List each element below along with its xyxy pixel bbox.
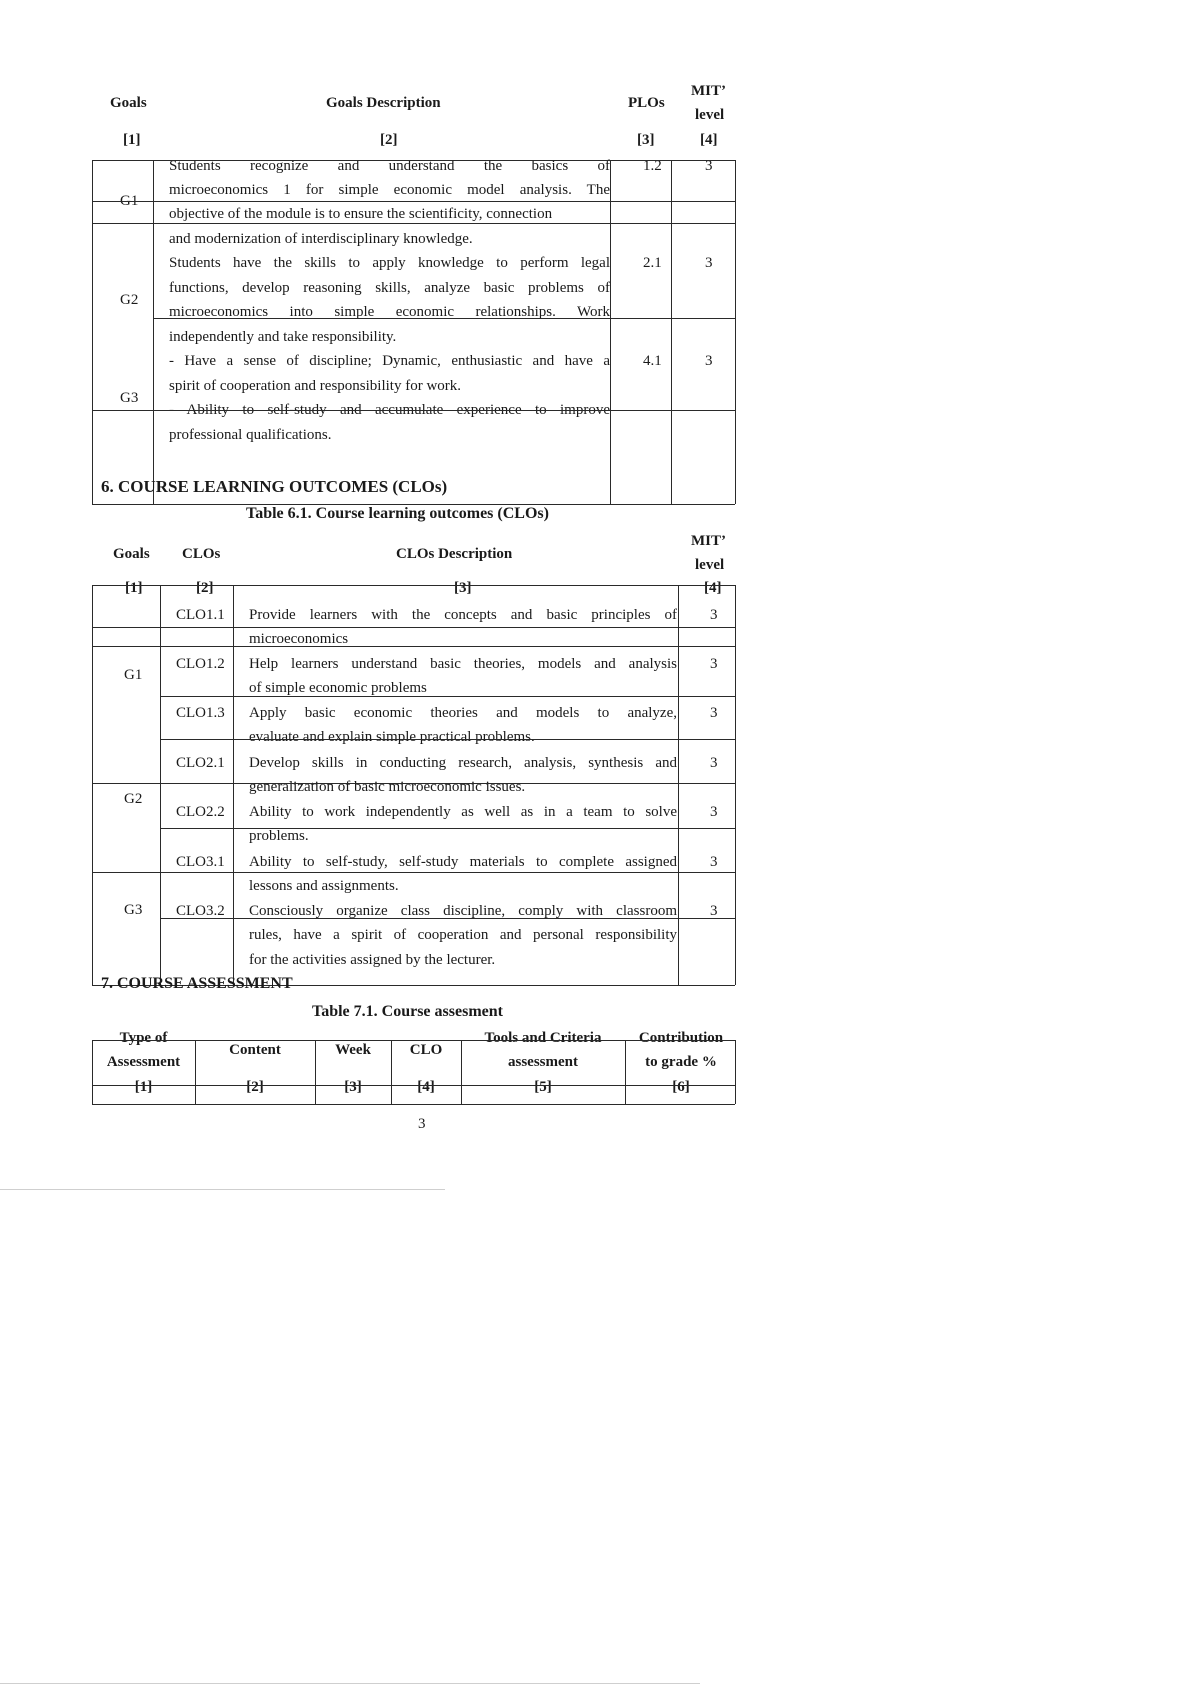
mit-level-value: 3 (705, 255, 713, 271)
index-2: [2] (380, 132, 398, 148)
table-rule (92, 872, 735, 873)
clo-desc-line: generalization of basic microeconomic issues. (249, 779, 526, 795)
index-4: [4] (700, 132, 718, 148)
table-rule (233, 585, 234, 985)
header-type-of: Type of (119, 1030, 168, 1046)
table-rule (160, 585, 161, 985)
index-2: [2] (196, 580, 214, 596)
header-content: Content (229, 1042, 281, 1058)
mit-level-value: 3 (710, 705, 718, 721)
header-week: Week (335, 1042, 371, 1058)
clo-code: CLO3.2 (176, 903, 225, 919)
index-5: [5] (534, 1079, 552, 1095)
table-rule (92, 160, 735, 161)
clo-desc-line: Consciously organize class discipline, comply with classroom (249, 903, 677, 919)
goals-desc-line: and modernization of interdisciplinary knowledge. (169, 231, 473, 247)
clo-code: CLO3.1 (176, 854, 225, 870)
table-rule (195, 1040, 196, 1104)
mit-level-value: 3 (710, 607, 718, 623)
table-rule (160, 828, 735, 829)
goals-desc-line: - Have a sense of discipline; Dynamic, enthusiastic and have a (169, 353, 610, 369)
table-rule (625, 1040, 626, 1104)
header-goals: Goals (110, 95, 147, 111)
table-rule (92, 223, 735, 224)
table-rule (153, 160, 154, 504)
clo-code: CLO1.1 (176, 607, 225, 623)
clo-code: CLO1.2 (176, 656, 225, 672)
goals-desc-line: Students have the skills to apply knowledge to perform legal (169, 255, 610, 271)
header-to-grade: to grade % (645, 1054, 717, 1070)
goals-desc-line: microeconomics 1 for simple economic model analysis. The (169, 182, 610, 198)
header-plos: PLOs (628, 95, 665, 111)
clo-desc-line: Ability to self-study, self-study materials to complete assigned (249, 854, 677, 870)
header-level: level (695, 107, 725, 123)
index-4: [4] (704, 580, 722, 596)
goals-desc-line: Students recognize and understand the basics of (169, 158, 610, 174)
page-divider (0, 1189, 445, 1190)
header-clos-description: CLOs Description (396, 546, 513, 562)
goals-desc-line: microeconomics into simple economic relationships. Work (169, 304, 610, 320)
table-rule (160, 739, 735, 740)
goals-desc-line: - Ability to self-study and accumulate experience to improve (169, 402, 610, 418)
header-contribution: Contribution (638, 1030, 724, 1046)
table-rule (735, 585, 736, 985)
index-1: [1] (123, 132, 141, 148)
goals-desc-line: independently and take responsibility. (169, 329, 397, 345)
table-rule (92, 1040, 735, 1041)
goals-desc-line: functions, develop reasoning skills, analyze basic problems of (169, 280, 610, 296)
mit-level-value: 3 (710, 755, 718, 771)
mit-level-value: 3 (710, 903, 718, 919)
clo-code: CLO2.1 (176, 755, 225, 771)
table-rule (92, 1104, 735, 1105)
section-7-heading: 7. COURSE ASSESSMENT (101, 975, 293, 992)
clo-desc-line: Develop skills in conducting research, analysis, synthesis and (249, 755, 677, 771)
index-1: [1] (125, 580, 143, 596)
table-rule (92, 627, 735, 628)
goal-g2: G2 (124, 791, 143, 807)
index-3: [3] (344, 1079, 362, 1095)
header-goals: Goals (113, 546, 150, 562)
clo-desc-line: Ability to work independently as well as in a team to solve (249, 804, 677, 820)
clo-code: CLO1.3 (176, 705, 225, 721)
table-rule (315, 1040, 316, 1104)
plo-value: 4.1 (643, 353, 662, 369)
index-2: [2] (246, 1079, 264, 1095)
table-rule (461, 1040, 462, 1104)
index-3: [3] (637, 132, 655, 148)
header-clo: CLO (409, 1042, 443, 1058)
table-rule (92, 410, 735, 411)
clo-desc-line: problems. (249, 828, 309, 844)
table-rule (671, 160, 672, 504)
page-bottom-divider (0, 1683, 700, 1684)
clo-desc-line: Help learners understand basic theories, models and analysis (249, 656, 677, 672)
table-rule (160, 696, 735, 697)
table-rule (678, 585, 679, 985)
goals-desc-line: professional qualifications. (169, 427, 332, 443)
goals-desc-line: objective of the module is to ensure the scientificity, connection (169, 206, 553, 222)
header-goals-description: Goals Description (326, 95, 441, 111)
table-rule (153, 318, 735, 319)
header-mit: MIT’ (691, 533, 726, 549)
mit-level-value: 3 (710, 854, 718, 870)
plo-value: 2.1 (643, 255, 662, 271)
goal-g2: G2 (120, 292, 139, 308)
goal-g3: G3 (120, 390, 139, 406)
clo-desc-line: Apply basic economic theories and models to analyze, (249, 705, 677, 721)
table-rule (391, 1040, 392, 1104)
table-6-1-caption: Table 6.1. Course learning outcomes (CLOs) (246, 505, 549, 522)
goal-g1: G1 (124, 667, 143, 683)
header-assessment-tools: assessment (508, 1054, 578, 1070)
goal-g1: G1 (120, 193, 139, 209)
mit-level-value: 3 (705, 158, 713, 174)
index-6: [6] (672, 1079, 690, 1095)
header-tools-criteria: Tools and Criteria (484, 1030, 602, 1046)
clo-desc-line: microeconomics (249, 631, 349, 647)
goal-g3: G3 (124, 902, 143, 918)
table-rule (160, 918, 735, 919)
table-rule (610, 160, 611, 504)
header-assessment: Assessment (106, 1054, 181, 1070)
mit-level-value: 3 (705, 353, 713, 369)
table-rule (92, 646, 735, 647)
clo-desc-line: rules, have a spirit of cooperation and personal responsibility (249, 927, 677, 943)
plo-value: 1.2 (643, 158, 662, 174)
clo-desc-line: lessons and assignments. (249, 878, 399, 894)
index-1: [1] (134, 1079, 153, 1095)
table-rule (735, 1040, 736, 1104)
index-3: [3] (454, 580, 472, 596)
table-rule (92, 585, 735, 586)
goals-desc-line: spirit of cooperation and responsibility for work. (169, 378, 462, 394)
clo-desc-line: Provide learners with the concepts and basic principles of (249, 607, 677, 623)
clo-desc-line: evaluate and explain simple practical problems. (249, 729, 535, 745)
clo-desc-line: of simple economic problems (249, 680, 427, 696)
clo-desc-line: for the activities assigned by the lecturer. (249, 952, 496, 968)
clo-code: CLO2.2 (176, 804, 225, 820)
section-6-heading: 6. COURSE LEARNING OUTCOMES (CLOs) (101, 477, 448, 496)
table-rule (92, 783, 735, 784)
table-rule (92, 585, 93, 985)
mit-level-value: 3 (710, 656, 718, 672)
header-level: level (695, 557, 725, 573)
header-clos: CLOs (182, 546, 221, 562)
table-rule (92, 1085, 735, 1086)
index-4: [4] (417, 1079, 435, 1095)
table-rule (92, 201, 735, 202)
mit-level-value: 3 (710, 804, 718, 820)
table-rule (92, 160, 93, 504)
header-mit: MIT’ (691, 83, 726, 99)
table-7-1-caption: Table 7.1. Course assesment (312, 1003, 503, 1020)
table-rule (735, 160, 736, 504)
page-number: 3 (418, 1116, 426, 1132)
table-rule (92, 1040, 93, 1104)
